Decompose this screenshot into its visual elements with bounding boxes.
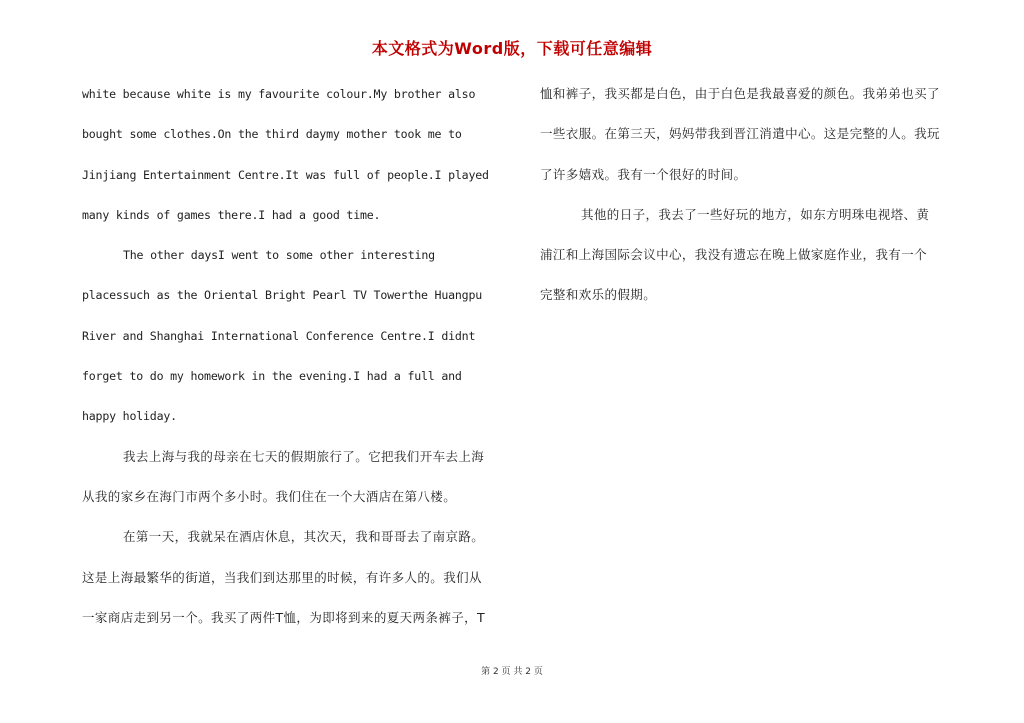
text-line: 我去上海与我的母亲在七天的假期旅行了。它把我们开车去上海 [123, 448, 485, 464]
text-line: 了许多嬉戏。我有一个很好的时间。 [540, 166, 747, 182]
text-line: 一家商店走到另一个。我买了两件T恤，为即将到来的夏天两条裤子，T [82, 609, 486, 625]
text-line: bought some clothes.On the third daymy mother took me to [82, 127, 462, 142]
text-line: River and Shanghai International Conference Centre.I didnt [82, 328, 476, 343]
text-line: 完整和欢乐的假期。 [540, 287, 657, 303]
text-line: 一些衣服。在第三天，妈妈带我到晋江消遣中心。这是完整的人。我玩 [540, 126, 940, 142]
text-line: 浦江和上海国际会议中心，我没有遗忘在晚上做家庭作业，我有一个 [540, 247, 928, 263]
text-line: placessuch as the Oriental Bright Pearl TV Towerthe Huangpu [82, 288, 483, 303]
page-number-footer: 第 2 页 共 2 页 [481, 667, 543, 677]
text-line: The other daysI went to some other interesting [123, 248, 435, 263]
text-line: many kinds of games there.I had a good time. [82, 207, 381, 222]
text-line: 在第一天，我就呆在酒店休息，其次天，我和哥哥去了南京路。 [123, 529, 485, 545]
text-line: 其他的日子，我去了一些好玩的地方，如东方明珠电视塔、黄 [581, 206, 930, 222]
text-line: white because white is my favourite colour.My brother also [82, 87, 476, 101]
text-line: forget to do my homework in the evening.I had a full and [82, 369, 462, 384]
text-line: happy holiday. [82, 409, 177, 424]
right-text-column [540, 82, 960, 324]
document-header-title: 本文格式为Word版，下载可任意编辑 [371, 39, 653, 58]
left-text-column [82, 82, 522, 646]
text-line: Jinjiang Entertainment Centre.It was full of people.I played [82, 167, 489, 182]
text-line: 这是上海最繁华的街道，当我们到达那里的时候，有许多人的。我们从 [82, 569, 482, 585]
text-line: 恤和裤子，我买都是白色，由于白色是我最喜爱的颜色。我弟弟也买了 [540, 86, 940, 101]
text-line: 从我的家乡在海门市两个多小时。我们住在一个大酒店在第八楼。 [82, 488, 457, 504]
